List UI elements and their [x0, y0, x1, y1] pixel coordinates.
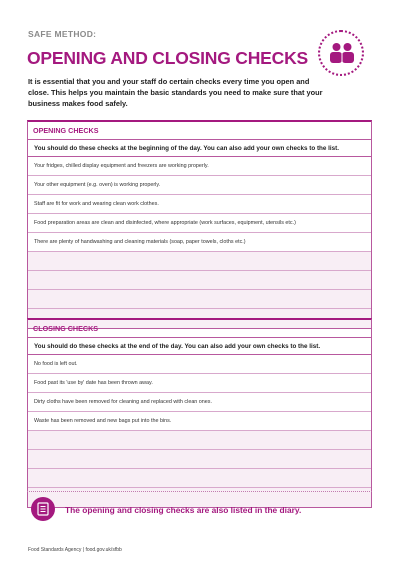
- blank-check-row[interactable]: [28, 450, 371, 469]
- check-row: Waste has been removed and new bags put into the bins.: [28, 412, 371, 431]
- check-row: There are plenty of handwashing and cleaning materials (soap, paper towels, cloths etc.): [28, 233, 371, 252]
- closing-checks-instruction: You should do these checks at the end of the day. You can also add your own checks to the list.: [28, 338, 371, 355]
- check-row: Staff are fit for work and wearing clean work clothes.: [28, 195, 371, 214]
- blank-check-row[interactable]: [28, 271, 371, 290]
- diary-icon: [31, 497, 55, 521]
- section-kicker: SAFE METHOD:: [28, 29, 97, 39]
- two-people-icon: [318, 30, 364, 76]
- intro-text: It is essential that you and your staff do certain checks every time you open and close. This helps you maintain the basic standards you need to make sure that your business makes food safely.: [28, 77, 323, 108]
- check-row: Your other equipment (e.g. oven) is working properly.: [28, 176, 371, 195]
- check-row: Food preparation areas are clean and disinfected, where appropriate (work surfaces, equipment, utensils etc.): [28, 214, 371, 233]
- divider: [27, 491, 372, 492]
- blank-check-row[interactable]: [28, 290, 371, 309]
- blank-check-row[interactable]: [28, 431, 371, 450]
- opening-checks-heading: OPENING CHECKS: [28, 122, 371, 140]
- diary-note: The opening and closing checks are also listed in the diary.: [65, 505, 302, 515]
- check-row: Your fridges, chilled display equipment and freezers are working properly.: [28, 157, 371, 176]
- check-row: Food past its 'use by' date has been thrown away.: [28, 374, 371, 393]
- blank-check-row[interactable]: [28, 252, 371, 271]
- blank-check-row[interactable]: [28, 469, 371, 488]
- opening-checks-table: [27, 120, 372, 329]
- closing-checks-table: [27, 318, 372, 508]
- closing-checks-heading: CLOSING CHECKS: [28, 320, 371, 338]
- check-row: No food is left out.: [28, 355, 371, 374]
- opening-checks-instruction: You should do these checks at the beginning of the day. You can also add your own checks to the list.: [28, 140, 371, 157]
- page-title: OPENING AND CLOSING CHECKS: [27, 48, 308, 68]
- footer: Food Standards Agency | food.gov.uk/sfbb: [28, 547, 122, 553]
- check-row: Dirty cloths have been removed for cleaning and replaced with clean ones.: [28, 393, 371, 412]
